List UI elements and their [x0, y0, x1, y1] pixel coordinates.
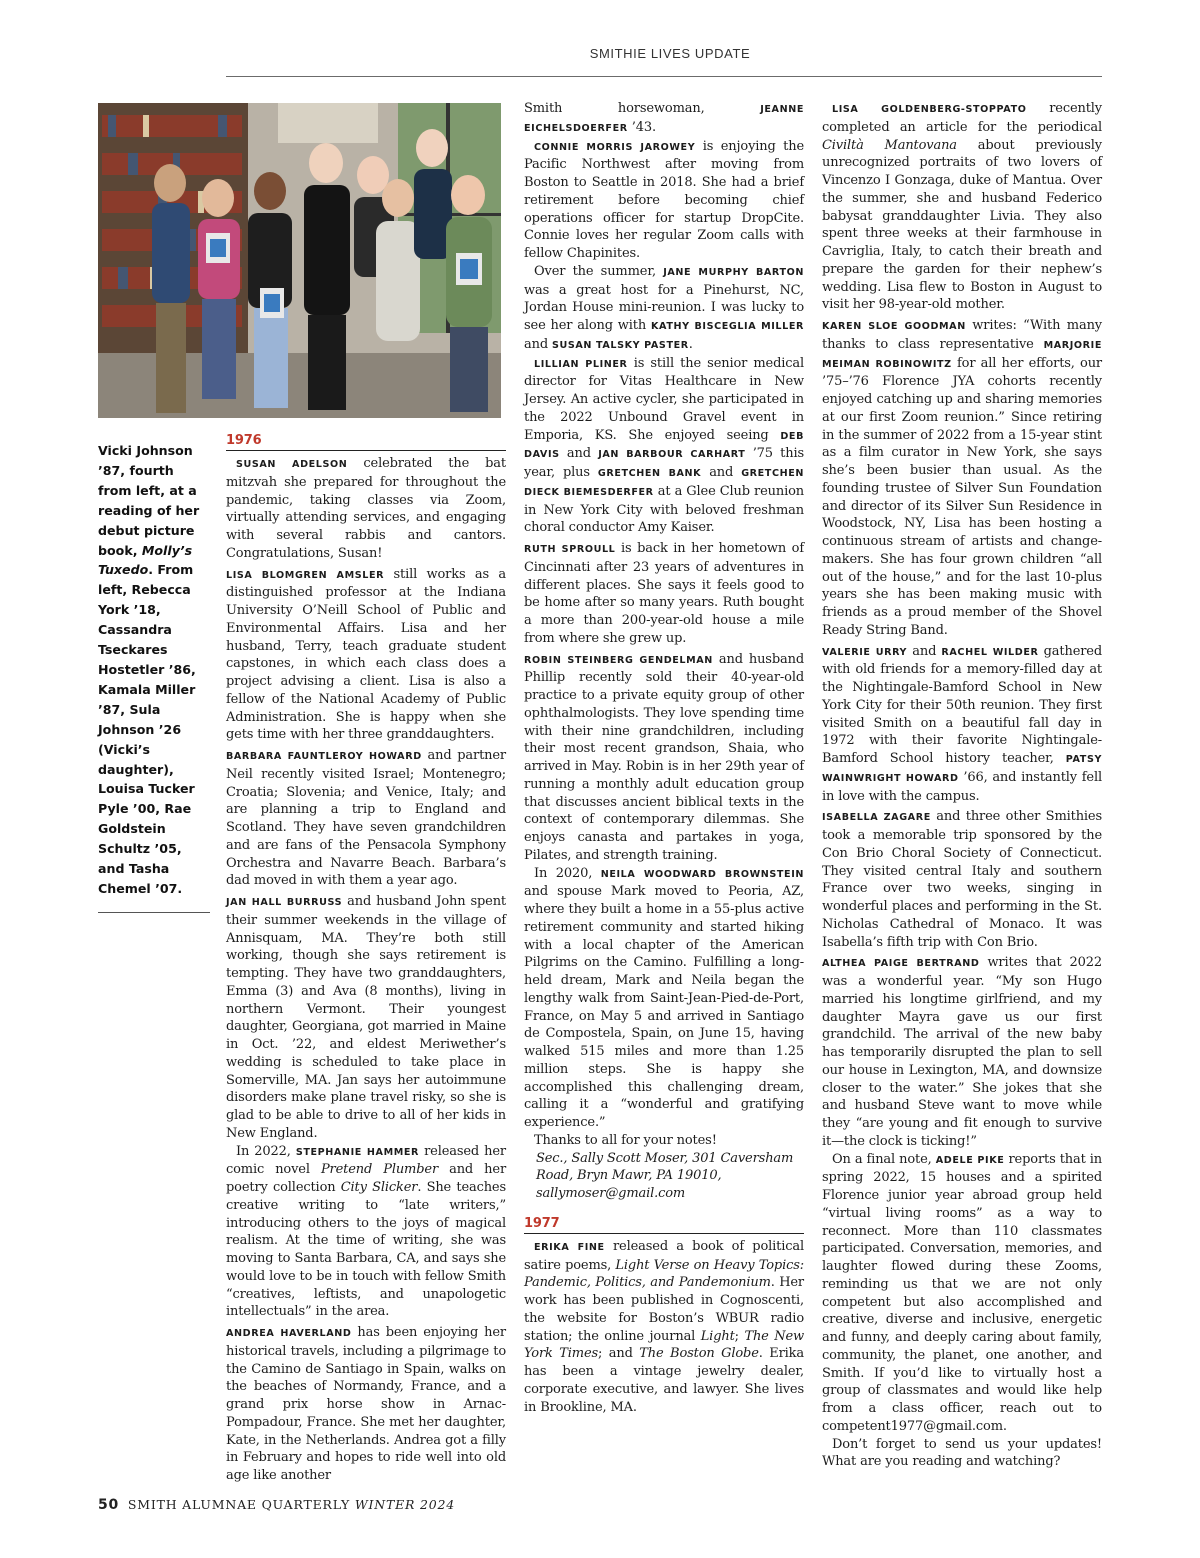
class-note: ISABELLA ZAGARE and three other Smithies took a memorable trip sponsored by the Con Brio Choral Society of Connecticut. They visited central Italy and southern France over two weeks, singing in wonderful places and performing in the St. Nicholas Cathedral of Monaco. It was Isabella’s fifth trip with Con Brio.: [822, 809, 1102, 950]
issue-label: WINTER 2024: [354, 1497, 456, 1512]
page-footer: [98, 1497, 455, 1513]
class-note: BARBARA FAUNTLEROY HOWARD and partner Neil recently visited Israel; Montenegro; Croatia; Slovenia; and Venice, Italy; and are planning a trip to England and Scotland. They have seven grandchildren and are fans of the Pensacola Symphony Orchestra and Navarre Beach. Barbara’s dad moved in with them a year ago.: [226, 748, 506, 889]
class-note: Smith horsewoman, JEANNE EICHELSDOERFER ’43.: [524, 101, 804, 135]
class-note: CONNIE MORRIS JAROWEY is enjoying the Pacific Northwest after moving from Boston to Seattle in 2018. She had a brief retirement before becoming chief operations officer for startup DropCite. Connie loves her regular Zoom calls with fellow Chapinites.: [524, 138, 804, 261]
class-note: LILLIAN PLINER is still the senior medical director for Vitas Healthcare in New Jersey. An active cycler, she participated in the 2022 Unbound Gravel event in Emporia, KS. She enjoyed seeing DEB DAVIS and JAN BARBOUR CARHART ’75 this year, plus GRETCHEN BANK and GRETCHEN DIECK BIEMESDERFER at a Glee Club reunion in New York City with beloved freshman choral conductor Amy Kaiser.: [524, 355, 805, 536]
class-note: LISA GOLDENBERG-STOPPATO recently completed an article for the periodical Civiltà Mantovana about previously unrecognized portraits of two lovers of Vincenzo I Gonzaga, duke of Mantua. Over the summer, she and husband Federico babysat granddaughter Livia. They also spent three weeks at their farmhouse in Cavriglia, Italy, to catch their breath and prepare the garden for their nephew’s wedding. Lisa flew to Boston in August to visit her 98-year-old mother.: [822, 101, 1102, 313]
class-note: LISA BLOMGREN AMSLER still works as a distinguished professor at the Indiana University O’Neill School of Public and Environmental Affairs. Lisa and her husband, Terry, teach graduate student capstones, in which each class does a project advising a client. Lisa is also a fellow of the National Academy of Public Administration. She is happy when she gets time with her three granddaughters.: [226, 566, 506, 743]
class-note: ANDREA HAVERLAND has been enjoying her historical travels, including a pilgrimage to the Camino de Santiago in Spain, walks on the beaches of Normandy, France, and a grand prix horse show in Arnac-Pompadour, France. She met her daughter, Kate, in the Netherlands. Andrea got a filly in February and hopes to ride well into old age like another: [226, 1325, 506, 1483]
class-year: 1977: [524, 1215, 560, 1231]
header-rule: [226, 76, 1102, 77]
class-year-heading: [226, 432, 506, 451]
caption-book-title: Molly’s Tuxedo: [98, 542, 193, 578]
secretary-address: Sec., Sally Scott Moser, 301 Caversham Road, Bryn Mawr, PA 19010, sallymoser@gmail.com: [536, 1150, 794, 1201]
class-note: ALTHEA PAIGE BERTRAND writes that 2022 was a wonderful year. “My son Hugo married his longtime girlfriend, and my daughter Mayra gave us our first grandchild. The arrival of the new baby has temporarily disrupted the plan to sell our house in Lexington, MA, and downsize closer to the water.” She jokes that she and husband Steve want to move while they “are young and fit enough to survive it—the clock is ticking!”: [822, 955, 1103, 1149]
class-note: In 2020, NEILA WOODWARD BROWNSTEIN and spouse Mark moved to Peoria, AZ, where they built a home in a 55-plus active retirement community and started hiking with a local chapter of the American Pilgrims on the Camino. Fulfilling a long-held dream, Mark and Neila began the lengthy walk from Saint-Jean-Pied-de-Port, France, on May 5 and arrived in Santiago de Compostela, Spain, on June 15, having walked 515 miles and more than 1.25 million steps. She is happy she accomplished this challenging dream, calling it a “wonderful and gratifying experience.”: [524, 865, 804, 1130]
publication-name: SMITH ALUMNAE QUARTERLY: [127, 1497, 351, 1512]
class-note: JAN HALL BURRUSS and husband John spent their summer weekends in the village of Annisquam, MA. They’re both still working, though she says retirement is tempting. They have two granddaughters, Emma (3) and Ava (8 months), living in northern Vermont. Their youngest daughter, Georgiana, got married in Maine in Oct. ’22, and eldest Meriwether’s wedding is scheduled to take place in Somerville, MA. Jan says her autoimmune disorders make plane travel risky, so she is glad to be able to drive to all of her kids in New England.: [226, 894, 506, 1141]
class-note: RUTH SPROULL is back in her hometown of Cincinnati after 23 years of adventures in different places. She says it feels good to be home after so many years. Ruth bought a more than 200-year-old house a mile from where she grew up.: [524, 541, 804, 646]
class-note: Over the summer, JANE MURPHY BARTON was a great host for a Pinehurst, NC, Jordan House mini-reunion. I was lucky to see her along with KATHY BISCEGLIA MILLER and SUSAN TALSKY PASTER.: [524, 263, 804, 352]
photo-caption: [98, 441, 208, 899]
page-number: 50: [98, 1497, 120, 1513]
class-note: ROBIN STEINBERG GENDELMAN and husband Phillip recently sold their 40-year-old practice to a private equity group of other ophthalmologists. They love spending time with their nine grandchildren, including their most recent grandson, Shaia, who arrived in May. Robin is in her 29th year of running a monthly adult education group that discusses ancient biblical texts in the context of contemporary dilemmas. She enjoys canasta and partakes in yoga, Pilates, and strength training.: [524, 651, 804, 863]
class-note: ERIKA FINE released a book of political satire poems, Light Verse on Heavy Topics: Pandemic, Politics, and Pandemonium. Her work has been published in Cognoscenti, the website for Boston’s WBUR radio station; the online journal Light; The New York Times; and The Boston Globe. Erika has been a vintage jewelry dealer, corporate executive, and lawyer. She lives in Brookline, MA.: [524, 1238, 804, 1415]
caption-text: Vicki Johnson ’87, fourth from left, at a reading of her debut picture book,: [98, 443, 200, 558]
closing-note: Don’t forget to send us your updates! What are you reading and watching?: [822, 1436, 1102, 1470]
running-header: SMITHIE LIVES UPDATE: [589, 46, 751, 61]
class-note: KAREN SLOE GOODMAN writes: “With many thanks to class representative MARJORIE MEIMAN ROBINOWITZ for all her efforts, our ’75–’76 Florence JYA cohorts recently enjoyed catching up and sharing memories at our first Zoom reunion.” Since retiring in the summer of 2022 from a 15-year stint as a film curator in New York, she says she’s been busier than usual. As the founding trustee of Silver Sun Foundation and director of its Silver Sun Residence in Woodstock, NY, Lisa has been hosting a continuous stream of artists and change-makers. She has four grown children “all out of the house,” and for the last 10-plus years she has been making music with friends as a proud member of the Shovel Ready String Band.: [822, 318, 1102, 638]
group-photo: [98, 103, 501, 418]
class-year-heading: [524, 1215, 804, 1234]
class-year: 1976: [226, 433, 262, 448]
caption-text: . From left, Rebecca York ’18, Cassandra Tseckares Hostetler ’86, Kamala Miller ’87, Sula Johnson ’26 (Vicki’s daughter), Louisa Tucker Pyle ’00, Rae Goldstein Schultz ’05, and Tasha Chemel ’07.: [98, 562, 196, 896]
class-note: VALERIE URRY and RACHEL WILDER gathered with old friends for a memory-filled day at the Nightingale-Bamford School in New York City for their 50th reunion. They first visited Smith on a beautiful fall day in 1972 with their favorite Nightingale-Bamford School history teacher, PATSY WAINWRIGHT HOWARD ’66, and instantly fell in love with the campus.: [822, 643, 1103, 804]
column-2: [524, 100, 804, 1416]
column-3: [822, 100, 1102, 1471]
class-note: In 2022, STEPHANIE HAMMER released her comic novel Pretend Plumber and her poetry collection City Slicker. She teaches creative writing to “late writers,” introducing others to the joys of magical realism. At the time of writing, she was moving to Santa Barbara, CA, and says she would love to be in touch with fellow Smith “creatives, leftists, and unapologetic intellectuals” in the area.: [226, 1143, 507, 1320]
column-1: [226, 432, 506, 1485]
class-note: SUSAN ADELSON celebrated the bat mitzvah she prepared for throughout the pandemic, taking classes via Zoom, virtually attending services, and engaging with several rabbis and cantors. Congratulations, Susan!: [226, 456, 506, 561]
class-note: On a final note, ADELE PIKE reports that in spring 2022, 15 houses and a spirited Florence junior year abroad group held “virtual living rooms” as a way to reconnect. More than 110 classmates participated. Conversation, memories, and laughter flowed during these Zooms, reminding us that we are not only competent but also accomplished and creative, diverse and inclusive, energetic and funny, and deeply caring about family, community, the planet, one another, and Smith. If you’d like to virtually host a group of classmates and would like help from a class officer, reach out to competent1977@gmail.com.: [822, 1151, 1103, 1434]
closing-note: Thanks to all for your notes!: [534, 1132, 717, 1148]
caption-rule: [98, 912, 210, 913]
